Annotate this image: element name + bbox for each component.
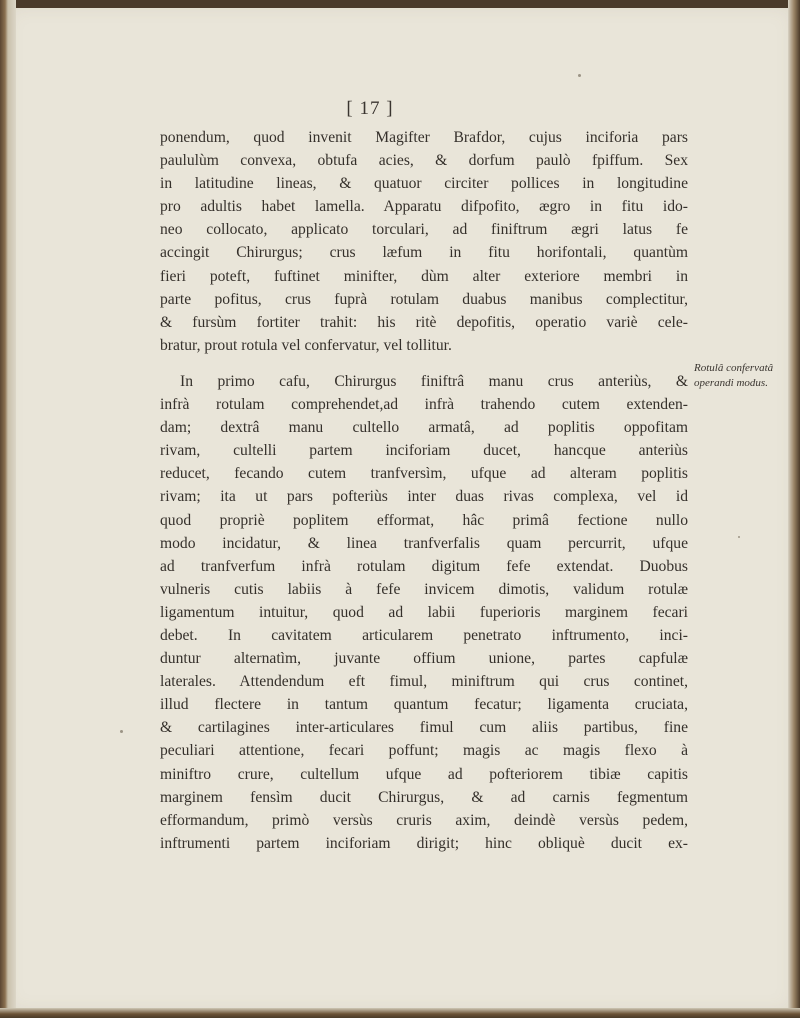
text-line: peculiari attentione, fecari poffunt; magis ac magis flexo à xyxy=(160,742,688,760)
text-line: accingit Chirurgus; crus læfum in fitu horifontali, quantùm xyxy=(160,244,688,262)
text-line: laterales. Attendendum eft fimul, miniftrum qui crus continet, xyxy=(160,673,688,691)
text-line: bratur, prout rotula vel confervatur, vel tollitur. xyxy=(160,336,452,354)
text-line: duntur alternatìm, juvante offium unione, partes capfulæ xyxy=(160,650,688,668)
page-bottom-edge xyxy=(0,1008,800,1018)
text-line: debet. In cavitatem articularem penetrato inftrumento, inci- xyxy=(160,626,688,644)
text-line: efformandum, primò versùs cruris axim, deindè versùs pedem, xyxy=(160,811,688,829)
text-line: ligamentum intuitur, quod ad labii fuperioris marginem fecari xyxy=(160,603,688,621)
text-line: rivam; ita ut pars pofteriùs inter duas rivas complexa, vel id xyxy=(160,488,688,506)
text-line: pro adultis habet lamella. Apparatu difpofito, ægro in fitu ido- xyxy=(160,198,688,216)
marginal-note-line: operandi modus. xyxy=(694,377,768,389)
text-line: parte pofitus, crus fuprà rotulam duabus manibus complectitur, xyxy=(160,290,688,308)
text-line: reducet, fecando cutem tranfversìm, ufque ad alteram poplitis xyxy=(160,465,688,483)
text-line: neo collocato, applicato torculari, ad finiftrum ægri latus fe xyxy=(160,221,688,239)
paper-speck xyxy=(120,730,123,733)
marginal-note-line: Rotulâ confervatâ xyxy=(694,362,774,374)
paragraph-2 xyxy=(160,370,688,855)
text-line: & fursùm fortiter trahit: his ritè depofitis, operatio variè cele- xyxy=(160,313,688,331)
text-line: ad tranfverfum infrà rotulam digitum fefe extendat. Duobus xyxy=(160,557,688,575)
text-line: paululùm convexa, obtufa acies, & dorfum paulò fpiffum. Sex xyxy=(160,152,688,170)
text-line: illud flectere in tantum quantum fecatur; ligamenta cruciata, xyxy=(160,696,688,714)
text-line: fieri poteft, fuftinet minifter, dùm alter exteriore membri in xyxy=(160,267,688,285)
text-line: In primo cafu, Chirurgus finiftrâ manu crus anteriùs, & xyxy=(180,372,688,390)
text-line: modo incidatur, & linea tranfverfalis quam percurrit, ufque xyxy=(160,534,688,552)
text-line: rivam, cultelli partem inciforiam ducet, hancque anteriùs xyxy=(160,442,688,460)
text-line: inftrumenti partem inciforiam dirigit; hinc obliquè ducit ex- xyxy=(160,834,688,852)
text-line: infrà rotulam comprehendet,ad infrà trahendo cutem extenden- xyxy=(160,396,688,414)
text-line: in latitudine lineas, & quatuor circiter pollices in longitudine xyxy=(160,175,688,193)
page-right-edge xyxy=(788,0,800,1018)
paragraph-1 xyxy=(160,126,688,357)
body-text xyxy=(160,126,688,855)
text-line: vulneris cutis labiis à fefe invicem dimotis, validum rotulæ xyxy=(160,580,688,598)
page-top-edge xyxy=(0,0,800,8)
paper-speck xyxy=(738,536,740,538)
text-line: marginem fensìm ducit Chirurgus, & ad carnis fegmentum xyxy=(160,788,688,806)
page-number: [ 17 ] xyxy=(346,98,394,119)
book-gutter xyxy=(0,0,16,1018)
text-line: quod propriè poplitem efformat, hâc primâ fectione nullo xyxy=(160,511,688,529)
paper-speck xyxy=(578,74,581,77)
marginal-note xyxy=(694,361,794,391)
text-line: ponendum, quod invenit Magifter Brafdor, cujus inciforia pars xyxy=(160,129,688,146)
text-line: miniftro crure, cultellum ufque ad pofteriorem tibiæ capitis xyxy=(160,765,688,783)
text-line: dam; dextrâ manu cultello armatâ, ad poplitis oppofitam xyxy=(160,419,688,437)
text-line: & cartilagines inter-articulares fimul cum aliis partibus, fine xyxy=(160,719,688,737)
